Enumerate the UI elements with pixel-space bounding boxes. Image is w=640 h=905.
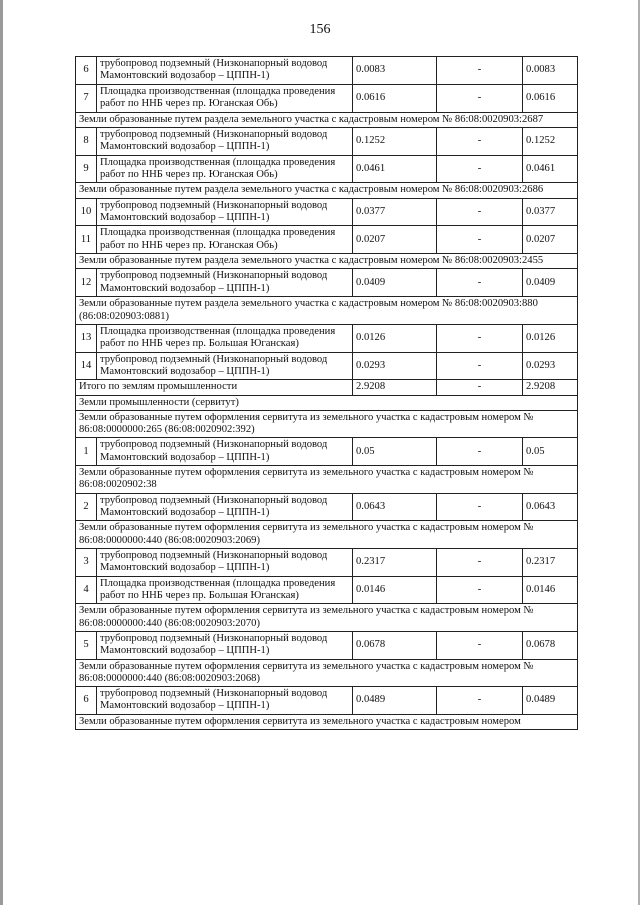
row-area-cell: 0.1252 [353, 127, 437, 155]
row-total-cell: 0.0678 [523, 631, 578, 659]
table-row [76, 352, 578, 380]
table-row [76, 226, 578, 254]
row-description-cell: трубопровод подземный (Низконапорный водовод Мамонтовский водозабор – ЦППН-1) [97, 438, 353, 466]
row-dash-cell: - [437, 226, 523, 254]
row-area-cell: 0.0678 [353, 631, 437, 659]
row-dash-cell: - [437, 269, 523, 297]
row-description-cell: Площадка производственная (площадка проведения работ по ННБ через пр. Большая Юганская) [97, 576, 353, 604]
row-area-cell: 0.0616 [353, 84, 437, 112]
table-row [76, 57, 578, 85]
row-dash-cell: - [437, 127, 523, 155]
table-row [76, 127, 578, 155]
row-number-cell: 12 [76, 269, 97, 297]
row-description-cell: Площадка производственная (площадка проведения работ по ННБ через пр. Юганская Обь) [97, 84, 353, 112]
section-header-row [76, 410, 578, 437]
row-dash-cell: - [437, 576, 523, 604]
row-total-cell: 0.0207 [523, 226, 578, 254]
row-area-cell: 0.0461 [353, 155, 437, 183]
row-dash-cell: - [437, 84, 523, 112]
row-number-cell: 7 [76, 84, 97, 112]
section-header-row [76, 297, 578, 324]
row-total-cell: 0.0146 [523, 576, 578, 604]
row-number-cell: 6 [76, 687, 97, 715]
section-header-row [76, 466, 578, 493]
row-number-cell: 14 [76, 352, 97, 380]
table-row [76, 687, 578, 715]
table-row [76, 84, 578, 112]
row-number-cell: 9 [76, 155, 97, 183]
row-total-cell: 0.0083 [523, 57, 578, 85]
table-row [76, 269, 578, 297]
row-total-cell: 0.0643 [523, 493, 578, 521]
row-area-cell: 0.0293 [353, 352, 437, 380]
row-area-cell: 0.0643 [353, 493, 437, 521]
total-area-cell: 2.9208 [353, 380, 437, 395]
row-total-cell: 0.0616 [523, 84, 578, 112]
row-number-cell: 8 [76, 127, 97, 155]
row-total-cell: 0.0489 [523, 687, 578, 715]
section-header-row [76, 604, 578, 631]
row-area-cell: 0.2317 [353, 548, 437, 576]
row-description-cell: трубопровод подземный (Низконапорный водовод Мамонтовский водозабор – ЦППН-1) [97, 57, 353, 85]
section-header-text: Земли образованные путем оформления сервитута из земельного участка с кадастровым номером № 86:08:0000000:440 (86:08:0020903:2069) [76, 521, 578, 548]
scan-left-edge [0, 0, 3, 905]
row-total-cell: 0.05 [523, 438, 578, 466]
section-header-row [76, 659, 578, 686]
table-row [76, 155, 578, 183]
row-area-cell: 0.0126 [353, 324, 437, 352]
row-area-cell: 0.0377 [353, 198, 437, 226]
row-number-cell: 10 [76, 198, 97, 226]
row-description-cell: трубопровод подземный (Низконапорный водовод Мамонтовский водозабор – ЦППН-1) [97, 269, 353, 297]
table-row [76, 576, 578, 604]
row-number-cell: 1 [76, 438, 97, 466]
total-dash-cell: - [437, 380, 523, 395]
land-plots-table [75, 56, 578, 730]
table-row [76, 324, 578, 352]
section-header-text: Земли образованные путем раздела земельного участка с кадастровым номером № 86:08:0020903:880 (86:08:020903:0881) [76, 297, 578, 324]
row-dash-cell: - [437, 631, 523, 659]
page-number: 156 [309, 22, 331, 37]
section-header-row [76, 714, 578, 729]
row-description-cell: трубопровод подземный (Низконапорный водовод Мамонтовский водозабор – ЦППН-1) [97, 352, 353, 380]
section-header-text: Земли промышленности (сервитут) [76, 395, 578, 410]
row-dash-cell: - [437, 155, 523, 183]
row-description-cell: трубопровод подземный (Низконапорный водовод Мамонтовский водозабор – ЦППН-1) [97, 127, 353, 155]
row-area-cell: 0.0207 [353, 226, 437, 254]
row-dash-cell: - [437, 493, 523, 521]
row-description-cell: трубопровод подземный (Низконапорный водовод Мамонтовский водозабор – ЦППН-1) [97, 198, 353, 226]
row-dash-cell: - [437, 57, 523, 85]
row-total-cell: 0.0461 [523, 155, 578, 183]
row-description-cell: трубопровод подземный (Низконапорный водовод Мамонтовский водозабор – ЦППН-1) [97, 631, 353, 659]
row-description-cell: трубопровод подземный (Низконапорный водовод Мамонтовский водозабор – ЦППН-1) [97, 493, 353, 521]
row-area-cell: 0.0146 [353, 576, 437, 604]
row-area-cell: 0.05 [353, 438, 437, 466]
row-number-cell: 6 [76, 57, 97, 85]
section-header-row [76, 112, 578, 127]
row-number-cell: 3 [76, 548, 97, 576]
table-row [76, 438, 578, 466]
row-total-cell: 0.0377 [523, 198, 578, 226]
table-row [76, 198, 578, 226]
section-header-row [76, 395, 578, 410]
total-label: Итого по землям промышленности [76, 380, 353, 395]
total-row [76, 380, 578, 395]
row-area-cell: 0.0489 [353, 687, 437, 715]
row-area-cell: 0.0409 [353, 269, 437, 297]
section-header-text: Земли образованные путем оформления сервитута из земельного участка с кадастровым номером № 86:08:0020902:38 [76, 466, 578, 493]
row-description-cell: трубопровод подземный (Низконапорный водовод Мамонтовский водозабор – ЦППН-1) [97, 687, 353, 715]
row-dash-cell: - [437, 548, 523, 576]
section-header-row [76, 521, 578, 548]
table-row [76, 548, 578, 576]
table-body [76, 57, 578, 730]
section-header-text: Земли образованные путем раздела земельного участка с кадастровым номером № 86:08:0020903:2687 [76, 112, 578, 127]
row-dash-cell: - [437, 352, 523, 380]
row-number-cell: 11 [76, 226, 97, 254]
section-header-row [76, 254, 578, 269]
row-number-cell: 13 [76, 324, 97, 352]
row-number-cell: 2 [76, 493, 97, 521]
section-header-text: Земли образованные путем раздела земельного участка с кадастровым номером № 86:08:0020903:2686 [76, 183, 578, 198]
row-dash-cell: - [437, 198, 523, 226]
row-dash-cell: - [437, 687, 523, 715]
row-total-cell: 0.0293 [523, 352, 578, 380]
row-number-cell: 4 [76, 576, 97, 604]
row-description-cell: Площадка производственная (площадка проведения работ по ННБ через пр. Большая Юганская) [97, 324, 353, 352]
section-header-text: Земли образованные путем оформления сервитута из земельного участка с кадастровым номером № 86:08:0000000:440 (86:08:0020903:2070) [76, 604, 578, 631]
section-header-row [76, 183, 578, 198]
row-area-cell: 0.0083 [353, 57, 437, 85]
row-description-cell: Площадка производственная (площадка проведения работ по ННБ через пр. Юганская Обь) [97, 155, 353, 183]
row-description-cell: трубопровод подземный (Низконапорный водовод Мамонтовский водозабор – ЦППН-1) [97, 548, 353, 576]
row-total-cell: 0.2317 [523, 548, 578, 576]
row-dash-cell: - [437, 438, 523, 466]
section-header-text: Земли образованные путем оформления сервитута из земельного участка с кадастровым номером № 86:08:0000000:265 (86:08:0020902:392) [76, 410, 578, 437]
row-description-cell: Площадка производственная (площадка проведения работ по ННБ через пр. Юганская Обь) [97, 226, 353, 254]
section-header-text: Земли образованные путем раздела земельного участка с кадастровым номером № 86:08:0020903:2455 [76, 254, 578, 269]
section-header-text: Земли образованные путем оформления сервитута из земельного участка с кадастровым номером № 86:08:0000000:440 (86:08:0020903:2068) [76, 659, 578, 686]
row-total-cell: 0.0409 [523, 269, 578, 297]
row-total-cell: 0.1252 [523, 127, 578, 155]
row-number-cell: 5 [76, 631, 97, 659]
section-header-text: Земли образованные путем оформления сервитута из земельного участка с кадастровым номером [76, 714, 578, 729]
total-sum-cell: 2.9208 [523, 380, 578, 395]
row-dash-cell: - [437, 324, 523, 352]
table-row [76, 493, 578, 521]
row-total-cell: 0.0126 [523, 324, 578, 352]
table-row [76, 631, 578, 659]
